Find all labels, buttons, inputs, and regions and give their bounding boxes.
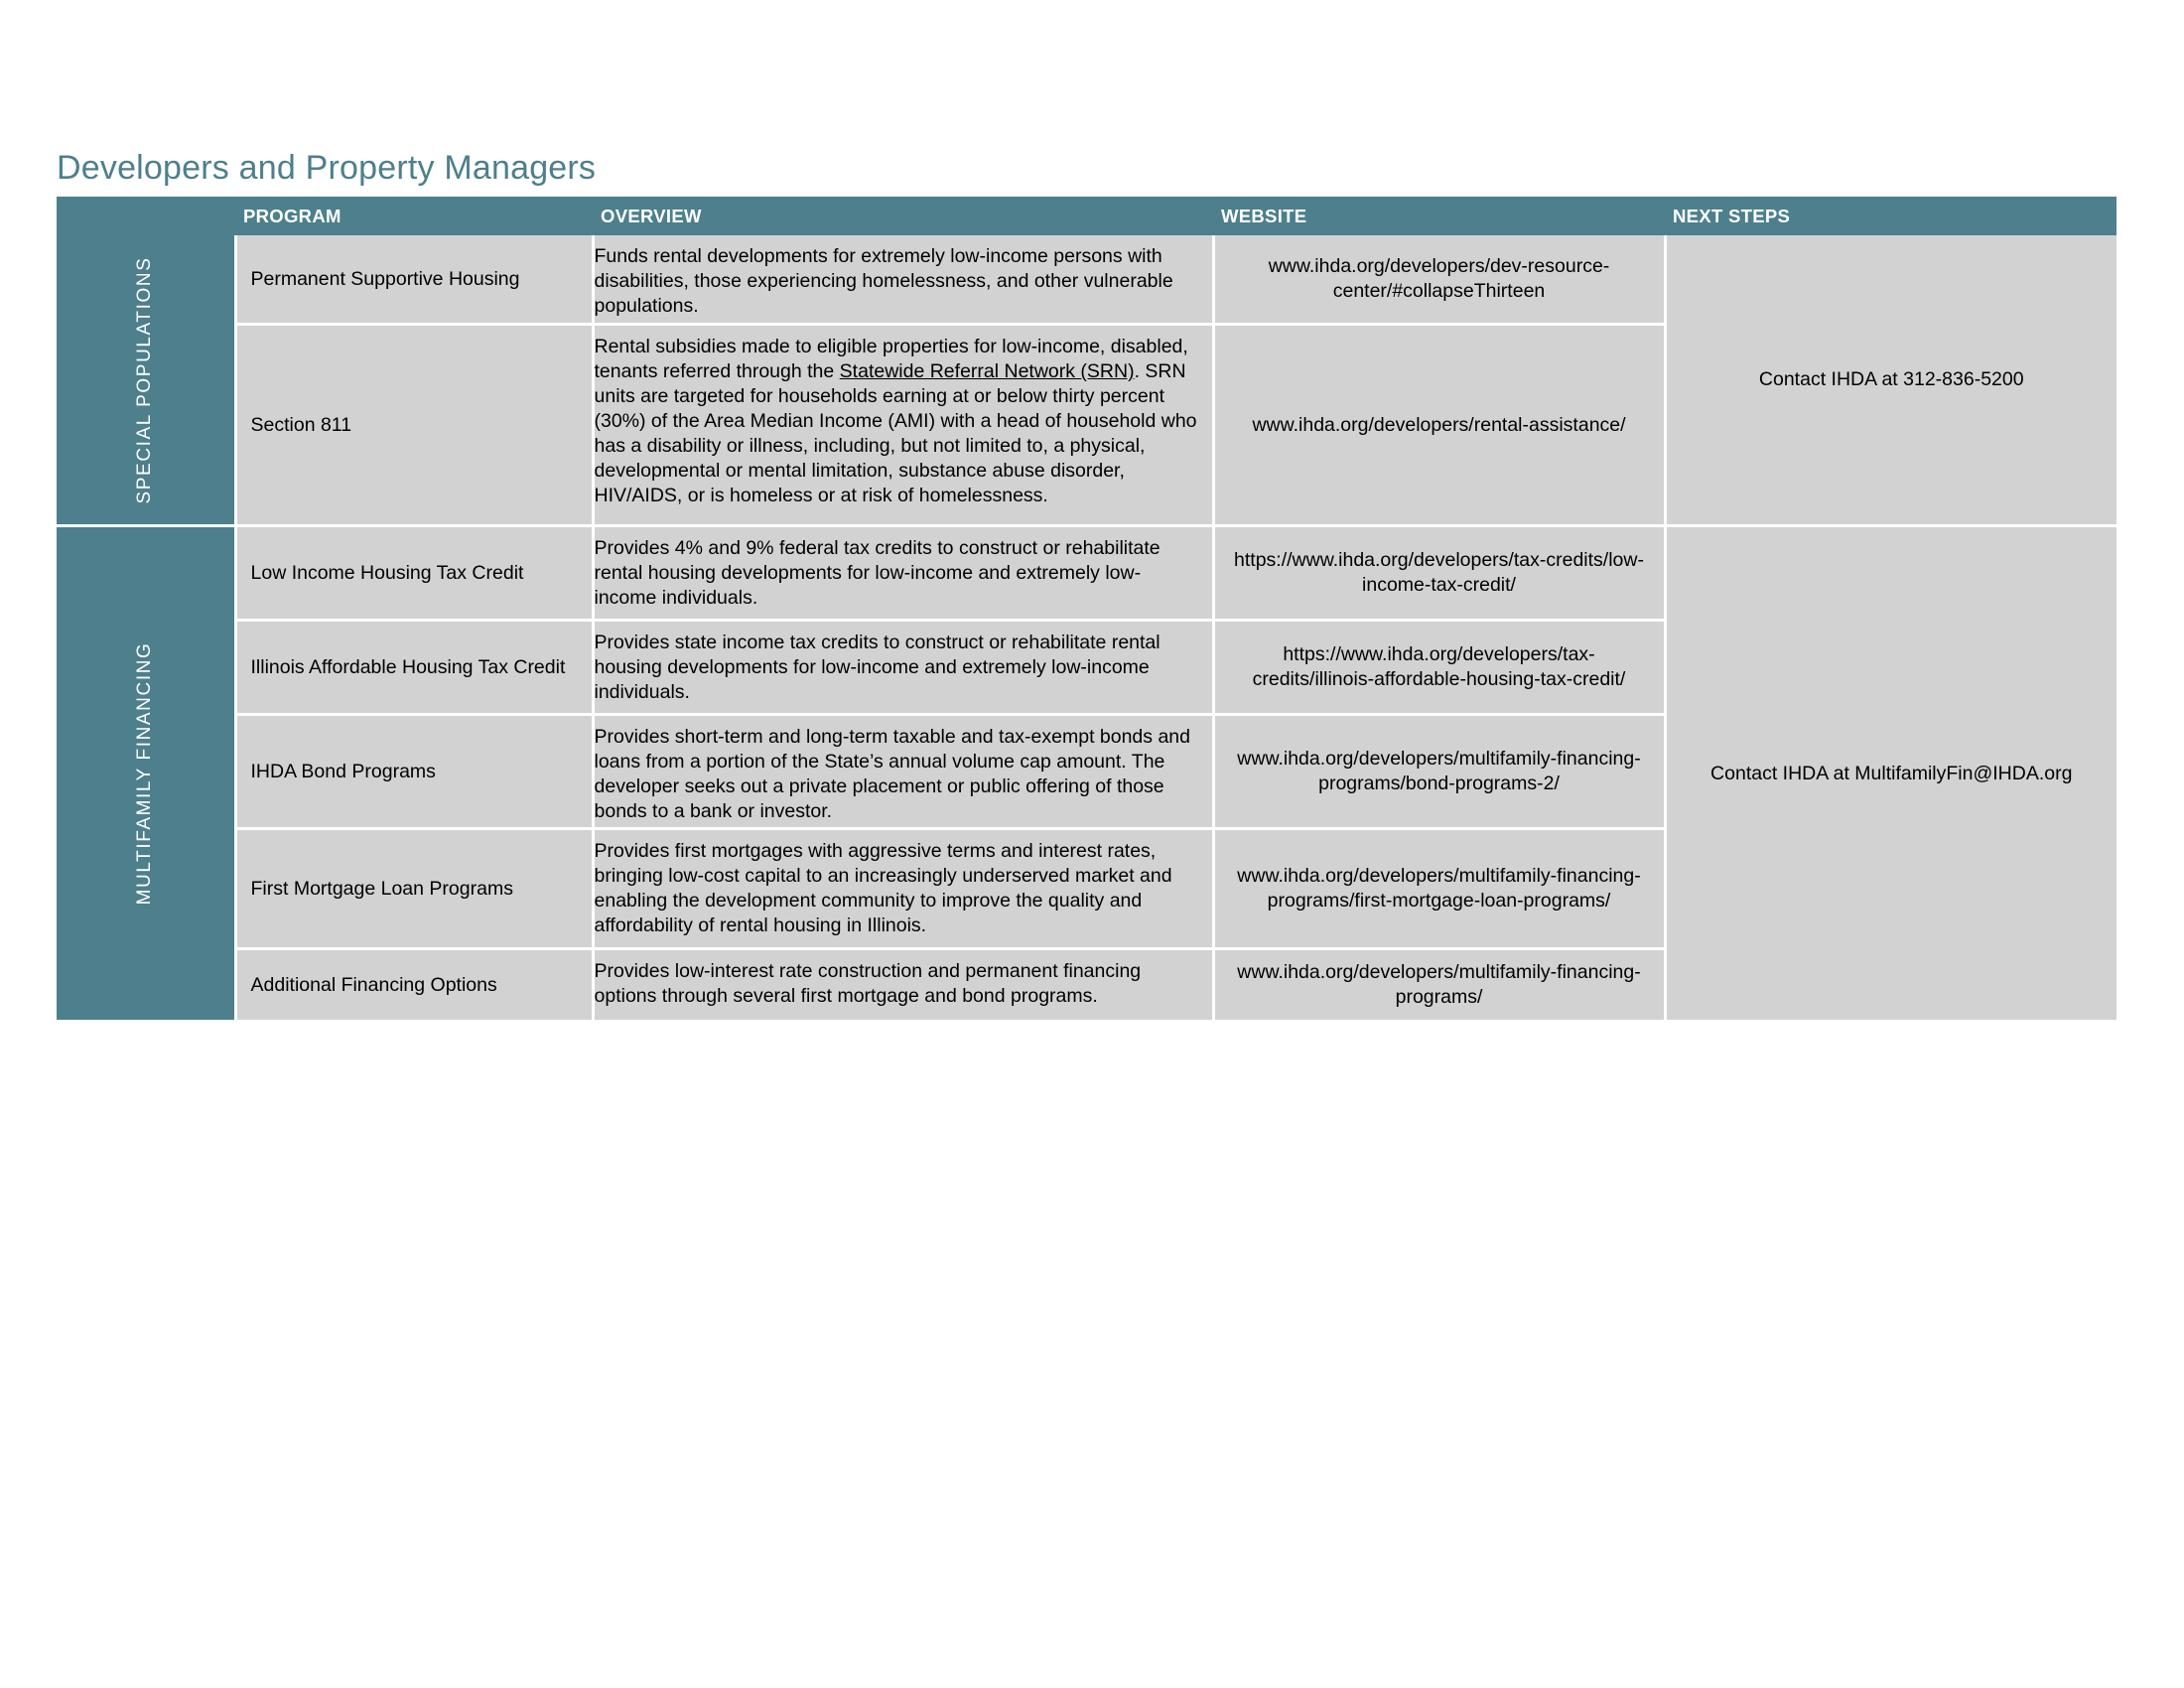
column-header-program: PROGRAM: [235, 197, 593, 235]
program-name: Section 811: [235, 325, 593, 526]
group-label-multifamily-financing: MULTIFAMILY FINANCING: [57, 526, 235, 1022]
program-overview: [593, 325, 1213, 526]
programs-table-container: [57, 197, 2116, 1023]
program-name: Permanent Supportive Housing: [235, 235, 593, 325]
column-header-next-steps: NEXT STEPS: [1665, 197, 2116, 235]
program-name: IHDA Bond Programs: [235, 715, 593, 829]
column-header-website: WEBSITE: [1213, 197, 1665, 235]
next-steps-multifamily-financing: Contact IHDA at MultifamilyFin@IHDA.org: [1665, 526, 2116, 1022]
overview-text-part1: Rental subsidies made to eligible properties for low-income, disabled, tenants referred through the: [594, 336, 1188, 382]
program-name: First Mortgage Loan Programs: [235, 829, 593, 949]
program-overview: Provides first mortgages with aggressive terms and interest rates, bringing low-cost capital to an increasingly underserved market and enabling the development community to improve the quality and affordability of rental housing in Illinois.: [593, 829, 1213, 949]
program-website: www.ihda.org/developers/rental-assistance/: [1213, 325, 1665, 526]
next-steps-special-populations: Contact IHDA at 312-836-5200: [1665, 235, 2116, 526]
program-overview: Funds rental developments for extremely low-income persons with disabilities, those experiencing homelessness, and other vulnerable populations.: [593, 235, 1213, 325]
column-header-overview: OVERVIEW: [593, 197, 1213, 235]
program-website: www.ihda.org/developers/multifamily-financing-programs/first-mortgage-loan-programs/: [1213, 829, 1665, 949]
programs-table: [57, 197, 2116, 1023]
program-overview: Provides state income tax credits to construct or rehabilitate rental housing developments for low-income and extremely low-income individuals.: [593, 621, 1213, 715]
program-website: https://www.ihda.org/developers/tax-credits/low-income-tax-credit/: [1213, 526, 1665, 621]
program-name: Additional Financing Options: [235, 949, 593, 1022]
program-website: https://www.ihda.org/developers/tax-credits/illinois-affordable-housing-tax-credit/: [1213, 621, 1665, 715]
table-row: [57, 235, 2116, 325]
program-website: www.ihda.org/developers/multifamily-financing-programs/bond-programs-2/: [1213, 715, 1665, 829]
page-title: Developers and Property Managers: [57, 149, 597, 187]
program-overview: Provides low-interest rate construction and permanent financing options through several first mortgage and bond programs.: [593, 949, 1213, 1022]
header-blank-cell: [57, 197, 235, 235]
table-header-row: [57, 197, 2116, 235]
program-name: Illinois Affordable Housing Tax Credit: [235, 621, 593, 715]
group-label-special-populations: SPECIAL POPULATIONS: [57, 235, 235, 526]
program-website: www.ihda.org/developers/dev-resource-center/#collapseThirteen: [1213, 235, 1665, 325]
program-name: Low Income Housing Tax Credit: [235, 526, 593, 621]
srn-link[interactable]: Statewide Referral Network (SRN): [839, 359, 1135, 382]
table-row: [57, 526, 2116, 621]
overview-text-part2: . SRN units are targeted for households earning at or below thirty percent (30%) of the Area Median Income (AMI) with a head of household who has a disability or illness, including, but not limited to, a physical, developmental or mental limitation, substance abuse disorder, HIV/AIDS, or is homeless or at risk of homelessness.: [594, 359, 1197, 506]
program-website: www.ihda.org/developers/multifamily-financing-programs/: [1213, 949, 1665, 1022]
program-overview: Provides 4% and 9% federal tax credits to construct or rehabilitate rental housing developments for low-income and extremely low-income individuals.: [593, 526, 1213, 621]
program-overview: Provides short-term and long-term taxable and tax-exempt bonds and loans from a portion of the State’s annual volume cap amount. The developer seeks out a private placement or public offering of those bonds to a bank or investor.: [593, 715, 1213, 829]
